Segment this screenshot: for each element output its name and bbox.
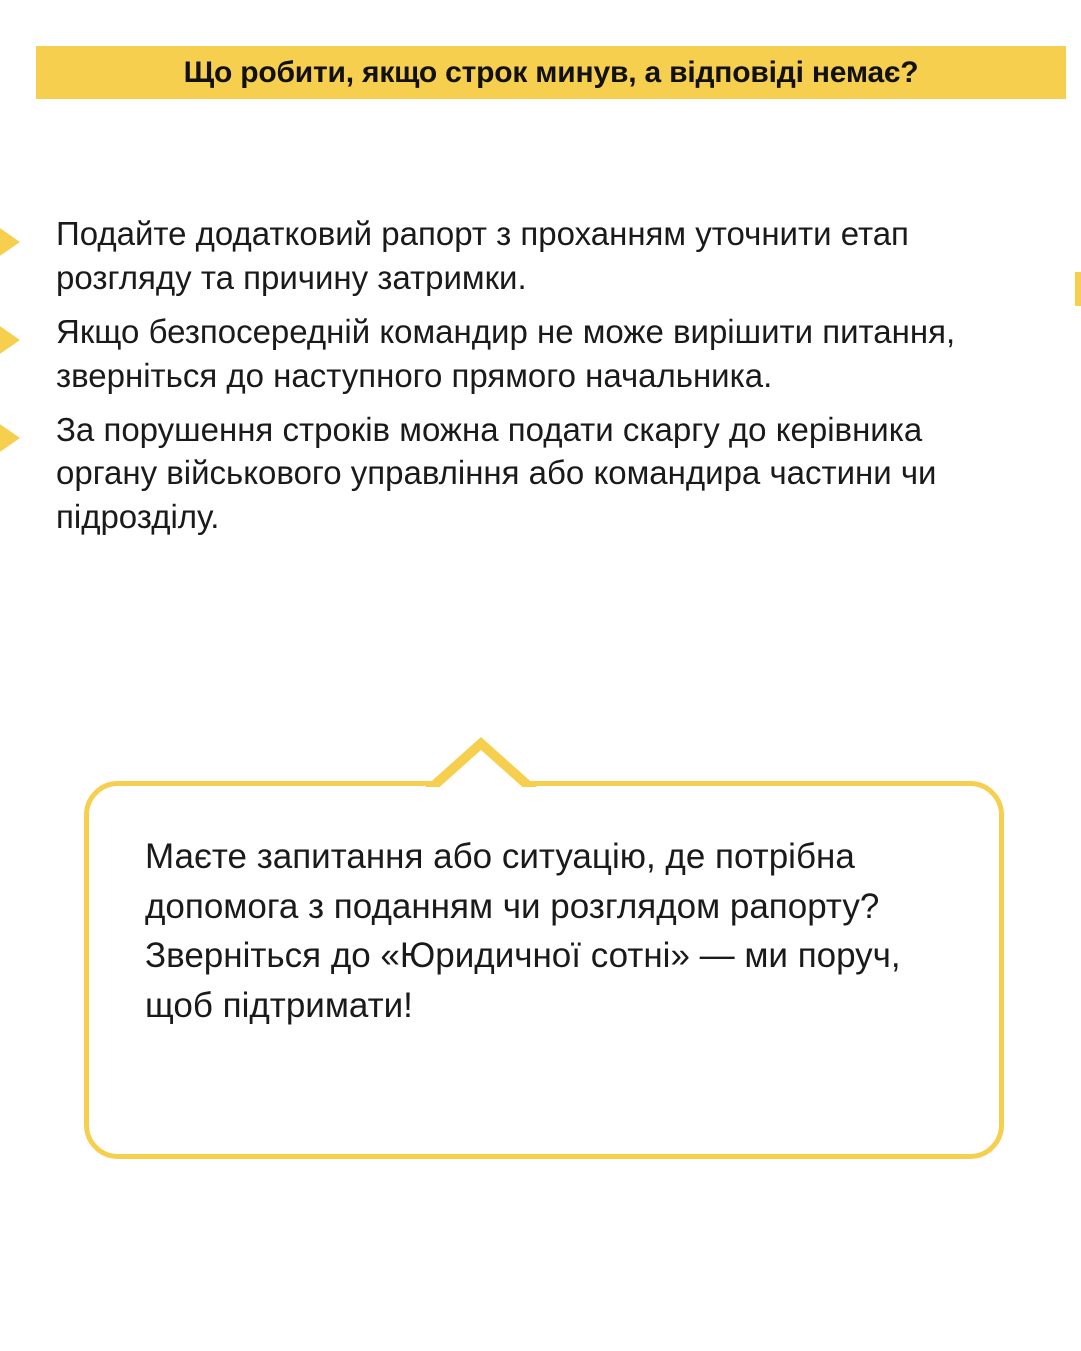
callout-text: Маєте запитання або ситуацію, де потрібна допомога з поданням чи розглядом рапорту? Зверніться до «Юридичної сотні» — ми поруч, щоб підтримати! <box>145 837 901 1026</box>
list-item <box>0 408 1040 540</box>
list-item-text: Якщо безпосередній командир не може вирішити питання, зверніться до наступного прямого начальника. <box>56 312 956 394</box>
triangle-right-icon <box>0 322 24 358</box>
list-item-text: Подайте додатковий рапорт з проханням уточнити етап розгляду та причину затримки. <box>56 215 909 296</box>
page-title: Що робити, якщо строк минув, а відповіді немає? <box>183 55 919 89</box>
list-item-text: За порушення строків можна подати скаргу до керівника органу військового управління або командира частини чи підрозділу. <box>56 410 937 536</box>
triangle-right-icon <box>0 224 24 260</box>
header-banner <box>36 46 1066 99</box>
list-item <box>0 212 1040 300</box>
callout-tail-inner-icon <box>434 750 528 792</box>
list-item <box>0 310 1040 398</box>
bullet-list <box>0 212 1040 549</box>
decorative-edge-mark <box>1075 272 1081 306</box>
triangle-right-icon <box>0 420 24 456</box>
